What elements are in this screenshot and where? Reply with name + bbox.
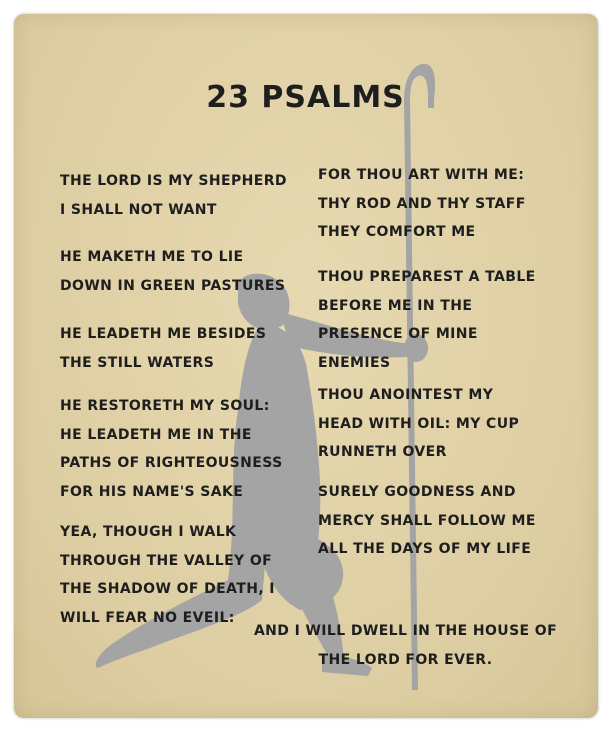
verse-left-3: HE LEADETH ME BESIDES THE STILL WATERS (60, 326, 267, 371)
verse-left-5: YEA, THOUGH I WALK THROUGH THE VALLEY OF THE SHADOW OF DEATH, I WILL FEAR NO EVEIL: (60, 524, 275, 626)
page-title: 23 PSALMS (206, 80, 405, 115)
verse-left-4: HE RESTORETH MY SOUL: HE LEADETH ME IN THE PATHS OF RIGHTEOUSNESS FOR HIS NAME'S SAKE (60, 398, 283, 500)
verse-right-3: THOU ANOINTEST MY HEAD WITH OIL: MY CUP RUNNETH OVER (318, 387, 520, 460)
verse-left-1: THE LORD IS MY SHEPHERD I SHALL NOT WANT (60, 173, 287, 218)
closing-verse: AND I WILL DWELL IN THE HOUSE OF THE LORD FOR EVER. (253, 623, 558, 668)
verse-right-1: FOR THOU ART WITH ME: THY ROD AND THY STAFF THEY COMFORT ME (318, 167, 526, 240)
verse-right-2: THOU PREPAREST A TABLE BEFORE ME IN THE PRESENCE OF MINE ENEMIES (318, 269, 536, 371)
verse-left-2: HE MAKETH ME TO LIE DOWN IN GREEN PASTURES (60, 249, 286, 294)
verse-right-4: SURELY GOODNESS AND MERCY SHALL FOLLOW ME ALL THE DAYS OF MY LIFE (318, 484, 536, 557)
